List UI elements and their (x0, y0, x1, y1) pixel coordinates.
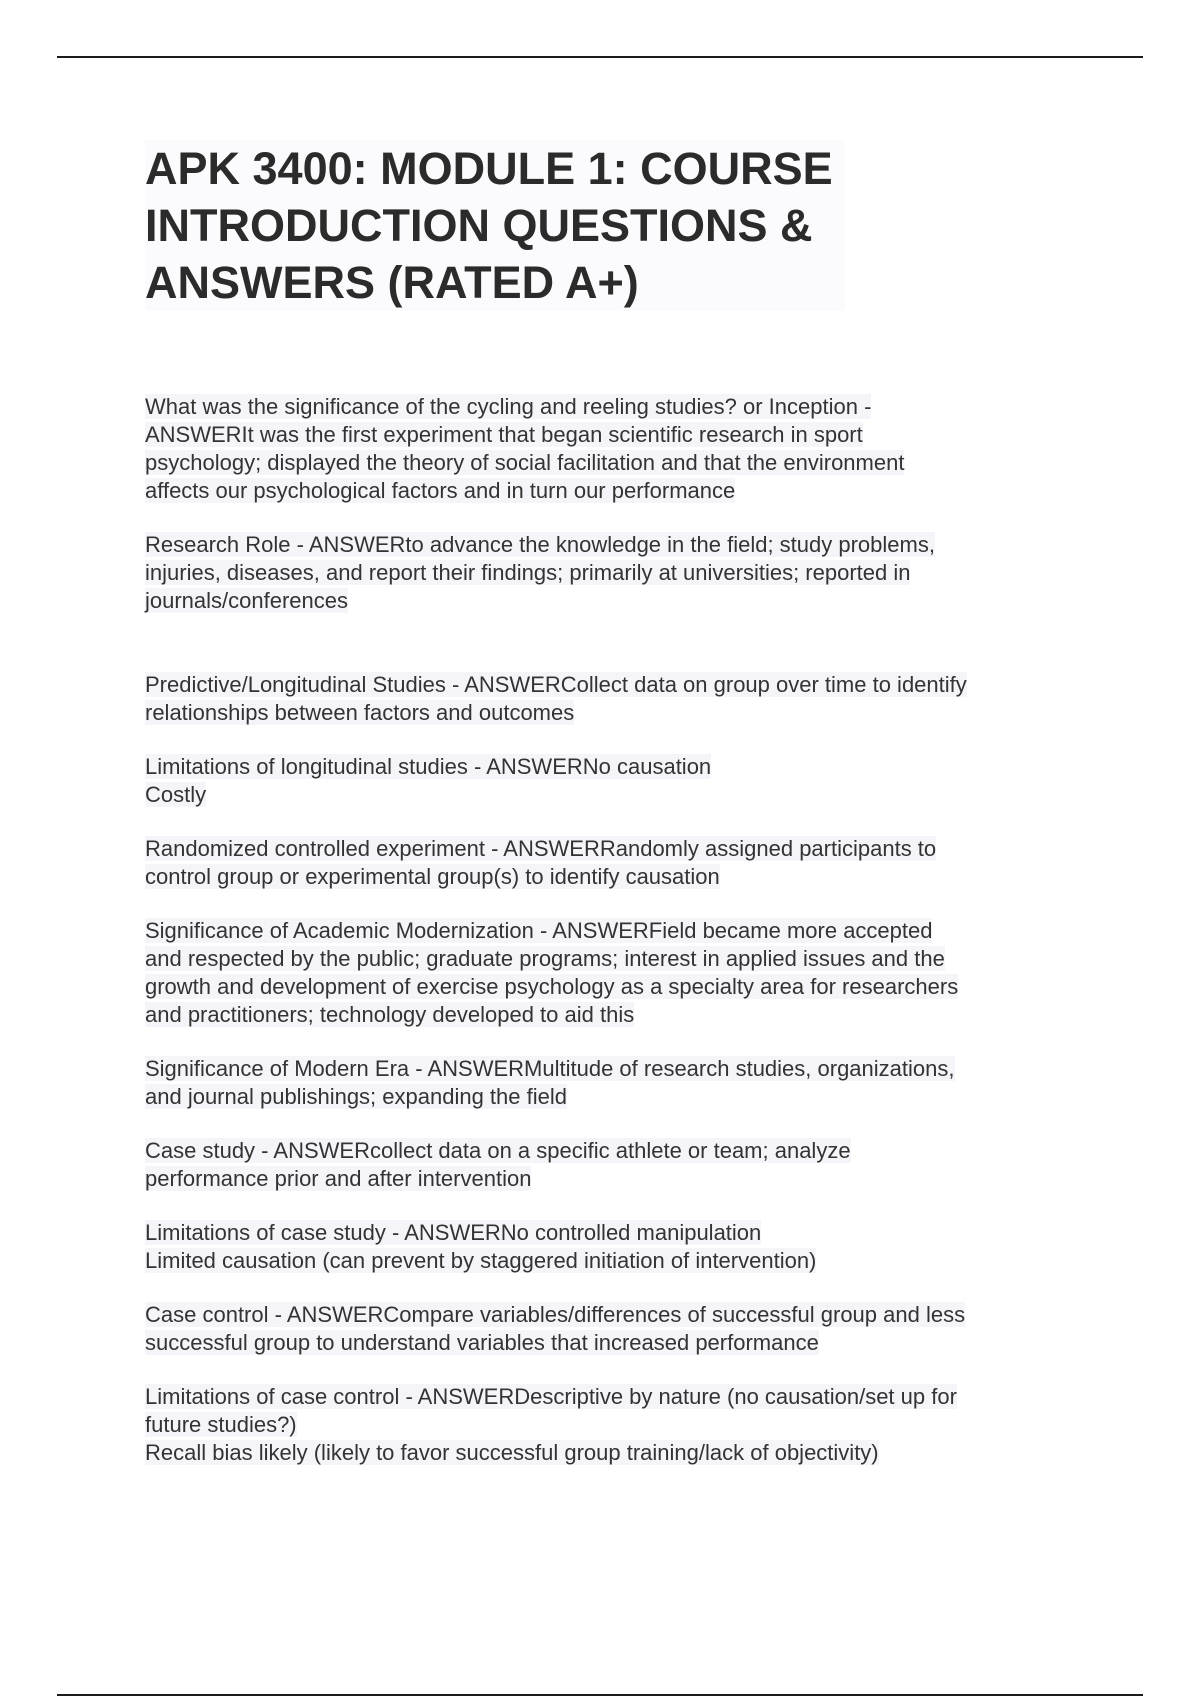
qa-item (145, 531, 1065, 615)
qa-line: affects our psychological factors and in turn our performance (145, 478, 736, 503)
qa-line: injuries, diseases, and report their findings; primarily at universities; reported in (145, 560, 911, 585)
qa-item (145, 393, 1065, 505)
qa-line: and journal publishings; expanding the field (145, 1084, 567, 1109)
qa-line: Research Role - ANSWERto advance the knowledge in the field; study problems, (145, 532, 935, 557)
qa-item (145, 1219, 1065, 1275)
qa-line: What was the significance of the cycling and reeling studies? or Inception - (145, 394, 872, 419)
qa-item (145, 1137, 1065, 1193)
qa-line: Limitations of longitudinal studies - ANSWERNo causation (145, 754, 712, 779)
qa-line: Significance of Modern Era - ANSWERMultitude of research studies, organizations, (145, 1056, 955, 1081)
qa-line: Limitations of case control - ANSWERDescriptive by nature (no causation/set up for (145, 1384, 957, 1409)
qa-line: control group or experimental group(s) to identify causation (145, 864, 720, 889)
qa-line: future studies?) (145, 1412, 297, 1437)
qa-list (145, 393, 1065, 1467)
qa-line: Significance of Academic Modernization - ANSWERField became more accepted (145, 918, 933, 943)
qa-line: Limitations of case study - ANSWERNo controlled manipulation (145, 1220, 762, 1245)
qa-line: Case control - ANSWERCompare variables/differences of successful group and less (145, 1302, 966, 1327)
qa-item (145, 1055, 1065, 1111)
qa-item (145, 671, 1065, 727)
qa-line: Case study - ANSWERcollect data on a specific athlete or team; analyze (145, 1138, 851, 1163)
qa-item (145, 917, 1065, 1029)
qa-line: Costly (145, 782, 207, 807)
qa-item (145, 753, 1065, 809)
qa-item (145, 1383, 1065, 1467)
qa-line: journals/conferences (145, 588, 349, 613)
qa-line: successful group to understand variables that increased performance (145, 1330, 819, 1355)
qa-line: and respected by the public; graduate programs; interest in applied issues and the (145, 946, 945, 971)
bottom-rule (57, 1694, 1143, 1696)
qa-item (145, 835, 1065, 891)
qa-line: growth and development of exercise psychology as a specialty area for researchers (145, 974, 959, 999)
qa-line: performance prior and after intervention (145, 1166, 532, 1191)
qa-item (145, 1301, 1065, 1357)
qa-line: Randomized controlled experiment - ANSWERRandomly assigned participants to (145, 836, 937, 861)
qa-line: Predictive/Longitudinal Studies - ANSWERCollect data on group over time to identify (145, 672, 967, 697)
qa-line: and practitioners; technology developed to aid this (145, 1002, 635, 1027)
top-rule (57, 56, 1143, 58)
qa-line: ANSWERIt was the first experiment that began scientific research in sport (145, 422, 863, 447)
qa-line: Limited causation (can prevent by staggered initiation of intervention) (145, 1248, 817, 1273)
title-line: APK 3400: MODULE 1: COURSE (145, 143, 833, 194)
title-line: ANSWERS (RATED A+) (145, 257, 639, 308)
document-title (145, 140, 845, 311)
qa-line: Recall bias likely (likely to favor successful group training/lack of objectivity) (145, 1440, 879, 1465)
title-line: INTRODUCTION QUESTIONS & (145, 200, 813, 251)
qa-line: relationships between factors and outcomes (145, 700, 575, 725)
page-content (145, 140, 1065, 1493)
qa-line: psychology; displayed the theory of social facilitation and that the environment (145, 450, 905, 475)
